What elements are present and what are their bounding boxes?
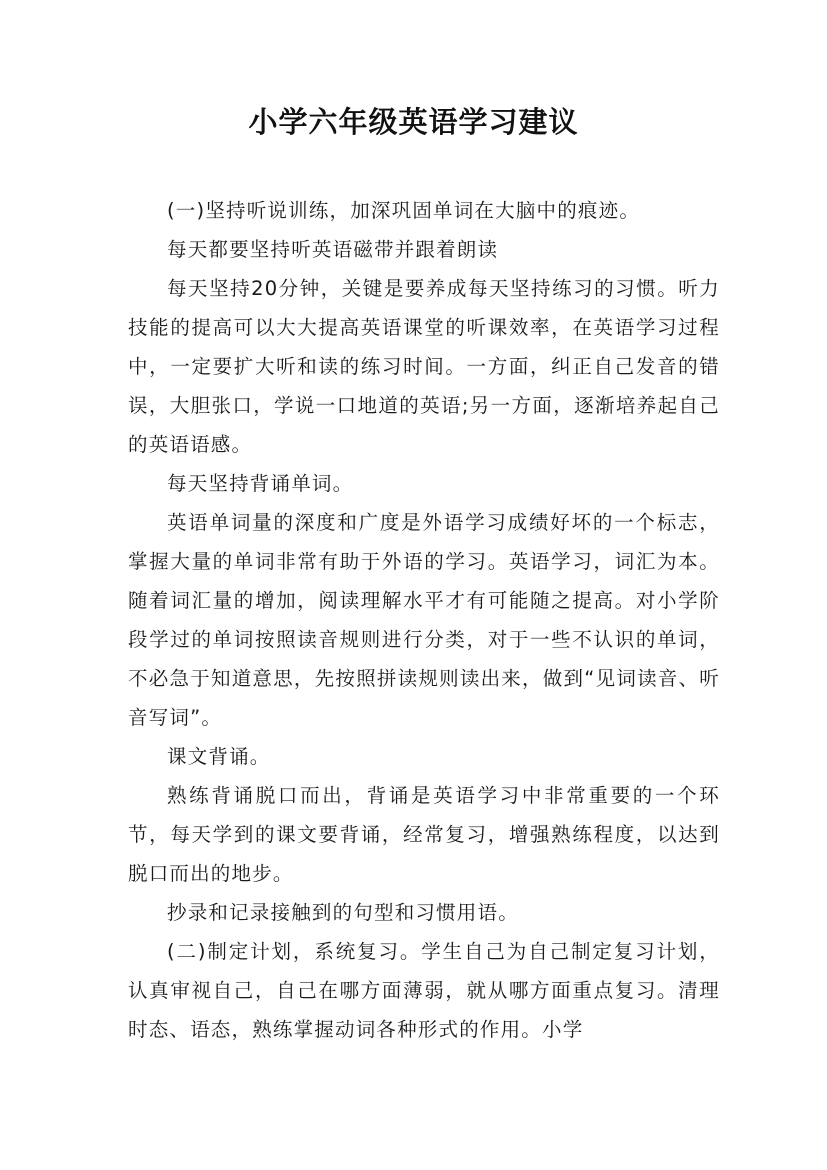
paragraph-section-2-plan: (二)制定计划，系统复习。学生自己为自己制定复习计划，认真审视自己，自己在哪方面薄弱，就从哪方面重点复习。清理时态、语态，熟练掌握动词各种形式的作用。小学 bbox=[128, 940, 720, 1041]
paragraph-section-1-heading: (一)坚持听说训练，加深巩固单词在大脑中的痕迹。 bbox=[167, 199, 641, 222]
document-body bbox=[128, 191, 720, 1049]
paragraph-recite-words-heading: 每天坚持背诵单词。 bbox=[167, 472, 354, 495]
paragraph-listen-tapes: 每天都要坚持听英语磁带并跟着朗读 bbox=[167, 238, 499, 261]
paragraph-recitation: 熟练背诵脱口而出，背诵是英语学习中非常重要的一个环节，每天学到的课文要背诵，经常复习，增强熟练程度，以达到脱口而出的地步。 bbox=[128, 784, 720, 885]
paragraph-vocabulary: 英语单词量的深度和广度是外语学习成绩好坏的一个标志，掌握大量的单词非常有助于外语的学习。英语学习，词汇为本。随着词汇量的增加，阅读理解水平才有可能随之提高。对小学阶段学过的单词按照读音规则进行分类，对于一些不认识的单词，不必急于知道意思，先按照拼读规则读出来，做到“见词读音、听音写词”。 bbox=[128, 511, 720, 729]
page-title: 小学六年级英语学习建议 bbox=[248, 105, 579, 139]
paragraph-daily-practice: 每天坚持20分钟，关键是要养成每天坚持练习的习惯。听力技能的提高可以大大提高英语课堂的听课效率，在英语学习过程中，一定要扩大听和读的练习时间。一方面，纠正自己发音的错误，大胆张口，学说一口地道的英语;另一方面，逐渐培养起自己的英语语感。 bbox=[128, 277, 720, 456]
paragraph-text-recitation-heading: 课文背诵。 bbox=[167, 745, 271, 768]
paragraph-copy-phrases: 抄录和记录接触到的句型和习惯用语。 bbox=[167, 901, 519, 924]
